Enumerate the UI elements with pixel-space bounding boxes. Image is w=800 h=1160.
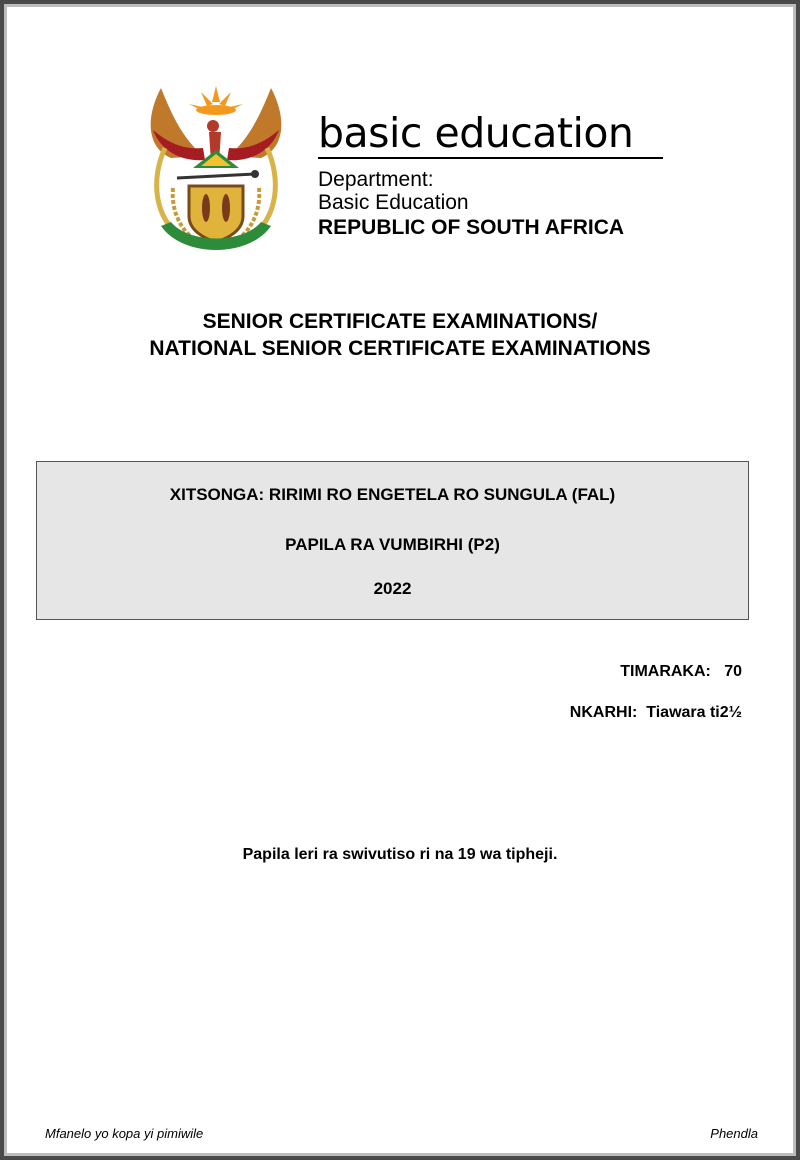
subject-box [36, 461, 749, 620]
department-label: Department: [318, 168, 434, 191]
exam-title-line1: SENIOR CERTIFICATE EXAMINATIONS/ [202, 310, 598, 333]
copyright-notice: Mfanelo yo kopa yi pimiwile [45, 1126, 204, 1141]
exam-duration: NKARHI: Tiawara ti2½ [569, 704, 742, 721]
exam-year: 2022 [373, 579, 412, 598]
department-name: Basic Education [318, 191, 469, 214]
exam-title-line2: NATIONAL SENIOR CERTIFICATE EXAMINATIONS [149, 337, 651, 360]
page-count-note: Papila leri ra swivutiso ri na 19 wa tipheji. [242, 846, 558, 863]
subject-name: XITSONGA: RIRIMI RO ENGETELA RO SUNGULA (FAL) [169, 485, 616, 504]
marks-total: TIMARAKA: 70 [620, 663, 742, 680]
paper-name: PAPILA RA VUMBIRHI (P2) [285, 535, 500, 554]
country-name: REPUBLIC OF SOUTH AFRICA [318, 216, 625, 239]
brand-divider [318, 157, 663, 159]
brand-name: basic education [318, 109, 634, 157]
coat-of-arms-logo [143, 78, 289, 254]
turn-over-note: Phendla [710, 1126, 758, 1141]
